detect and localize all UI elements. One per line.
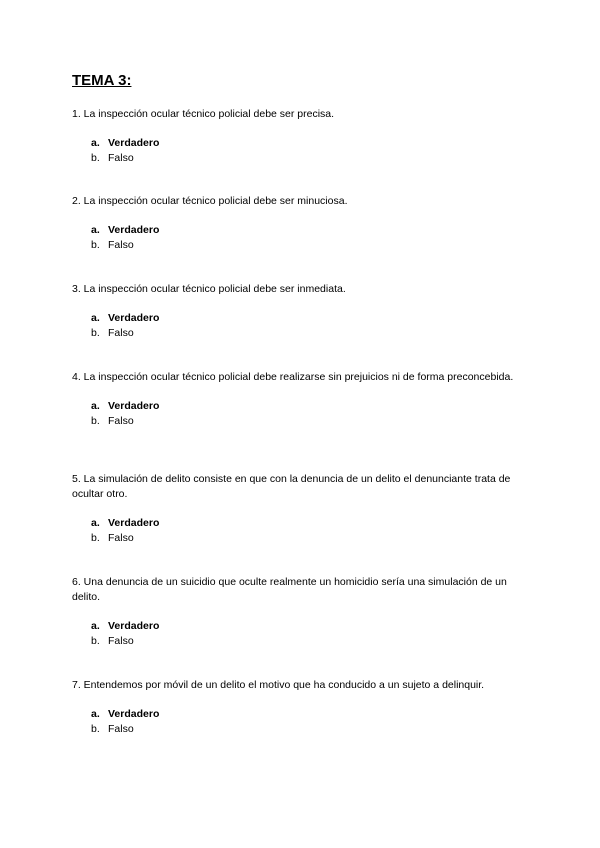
option-letter: b. <box>91 723 100 735</box>
option-letter: a. <box>91 620 100 632</box>
option-b <box>91 634 528 649</box>
option-a <box>91 136 528 151</box>
question-text: 5. La simulación de delito consiste en que con la denuncia de un delito el denunciante trata de ocultar otro. <box>72 473 511 500</box>
option-letter: b. <box>91 415 100 427</box>
question-text: 7. Entendemos por móvil de un delito el motivo que ha conducido a un sujeto a delinquir. <box>72 679 485 691</box>
question-text: 2. La inspección ocular técnico policial debe ser minuciosa. <box>72 195 348 207</box>
option-label: Falso <box>108 327 134 339</box>
option-letter: b. <box>91 152 100 164</box>
option-a <box>91 516 528 531</box>
option-label: Verdadero <box>108 400 160 412</box>
question-7 <box>72 678 528 737</box>
option-a <box>91 399 528 414</box>
option-label: Falso <box>108 152 134 164</box>
question-text: 4. La inspección ocular técnico policial debe realizarse sin prejuicios ni de forma preconcebida. <box>72 371 514 383</box>
option-letter: b. <box>91 239 100 251</box>
option-b <box>91 722 528 737</box>
question-5 <box>72 472 528 546</box>
option-label: Verdadero <box>108 708 160 720</box>
option-a <box>91 619 528 634</box>
option-label: Falso <box>108 723 134 735</box>
question-text: 1. La inspección ocular técnico policial debe ser precisa. <box>72 108 335 120</box>
option-label: Falso <box>108 239 134 251</box>
option-b <box>91 326 528 341</box>
option-label: Verdadero <box>108 517 160 529</box>
page-title: TEMA 3: <box>72 72 132 89</box>
option-label: Verdadero <box>108 620 160 632</box>
option-letter: b. <box>91 532 100 544</box>
option-label: Falso <box>108 532 134 544</box>
option-letter: b. <box>91 327 100 339</box>
question-text: 3. La inspección ocular técnico policial debe ser inmediata. <box>72 283 346 295</box>
option-letter: a. <box>91 312 100 324</box>
option-a <box>91 223 528 238</box>
question-text: 6. Una denuncia de un suicidio que oculte realmente un homicidio sería una simulación de un delito. <box>72 576 507 603</box>
option-letter: a. <box>91 224 100 236</box>
option-letter: a. <box>91 517 100 529</box>
option-label: Verdadero <box>108 312 160 324</box>
question-3 <box>72 282 528 341</box>
option-label: Verdadero <box>108 137 160 149</box>
option-b <box>91 531 528 546</box>
option-label: Falso <box>108 635 134 647</box>
option-letter: b. <box>91 635 100 647</box>
option-b <box>91 238 528 253</box>
question-1 <box>72 107 528 166</box>
option-letter: a. <box>91 708 100 720</box>
option-letter: a. <box>91 137 100 149</box>
option-letter: a. <box>91 400 100 412</box>
option-b <box>91 414 528 429</box>
question-2 <box>72 194 528 253</box>
option-label: Verdadero <box>108 224 160 236</box>
option-label: Falso <box>108 415 134 427</box>
question-4 <box>72 370 528 429</box>
option-a <box>91 311 528 326</box>
question-6 <box>72 575 528 649</box>
option-b <box>91 151 528 166</box>
option-a <box>91 707 528 722</box>
